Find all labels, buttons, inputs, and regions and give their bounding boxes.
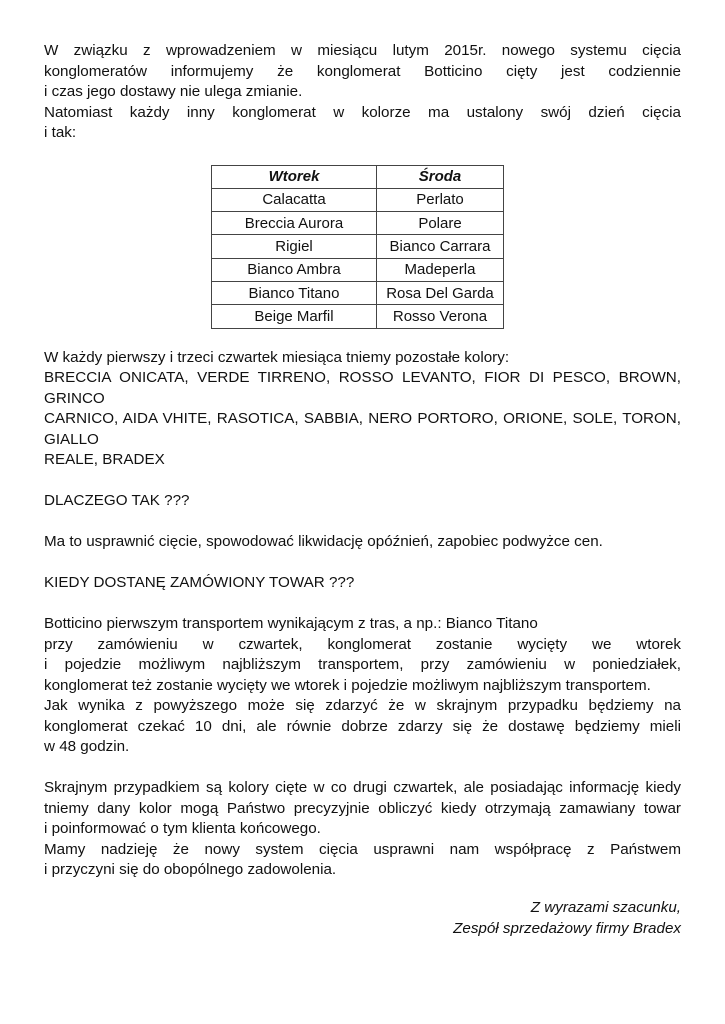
why-answer: Ma to usprawnić cięcie, spowodować likwidację opóźnień, zapobiec podwyżce cen. — [44, 533, 603, 551]
table-row — [212, 188, 504, 211]
table-cell: Madeperla — [377, 258, 504, 281]
table-header-row — [212, 165, 504, 188]
table-cell: Bianco Ambra — [212, 258, 377, 281]
table-row — [212, 258, 504, 281]
when-line: konglomerat też zostanie wycięty we wtorek i pojedzie możliwym najbliższym transportem. — [44, 676, 651, 694]
table-cell: Polare — [377, 212, 504, 235]
intro-line: W związku z wprowadzeniem w miesiącu lutym 2015r. nowego systemu cięcia — [44, 42, 681, 59]
table-cell: Calacatta — [212, 188, 377, 211]
intro-line: i czas jego dostawy nie ulega zmianie. — [44, 83, 303, 100]
closing-line: i poinformować o tym klienta końcowego. — [44, 820, 321, 838]
signature-line: Z wyrazami szacunku, — [530, 899, 681, 916]
thursday-line: W każdy pierwszy i trzeci czwartek miesiąca tniemy pozostałe kolory: — [44, 348, 510, 366]
letter-body — [44, 41, 681, 881]
table-row — [212, 281, 504, 304]
when-line: konglomerat czekać 10 dni, ale równie dobrze zdarzy się że dostawę będziemy mieli — [44, 717, 681, 735]
table-cell: Rosa Del Garda — [377, 281, 504, 304]
closing-line: tniemy dany kolor mogą Państwo precyzyjnie obliczyć kiedy otrzymają zamawiany towar — [44, 799, 681, 817]
cutting-schedule-table — [211, 165, 504, 329]
thursday-section — [44, 348, 681, 471]
signature-line: Zespół sprzedażowy firmy Bradex — [453, 919, 681, 937]
when-heading: KIEDY DOSTANĘ ZAMÓWIONY TOWAR ??? — [44, 574, 355, 592]
thursday-line: REALE, BRADEX — [44, 451, 165, 469]
table-row — [212, 305, 504, 328]
table-cell: Perlato — [377, 188, 504, 211]
thursday-line: BRECCIA ONICATA, VERDE TIRRENO, ROSSO LEVANTO, FIOR DI PESCO, BROWN, GRINCO — [44, 369, 681, 407]
closing-line: Mamy nadzieję że nowy system cięcia usprawni nam współpracę z Państwem — [44, 840, 681, 858]
closing-line: Skrajnym przypadkiem są kolory cięte w co drugi czwartek, ale posiadając informację kiedy — [44, 779, 681, 797]
why-heading: DLACZEGO TAK ??? — [44, 492, 190, 510]
table-cell: Bianco Carrara — [377, 235, 504, 258]
header-tuesday: Wtorek — [212, 165, 377, 188]
when-line: w 48 godzin. — [44, 738, 130, 756]
table-row — [212, 212, 504, 235]
header-wednesday: Środa — [377, 165, 504, 188]
when-line: i pojedzie możliwym najbliższym transportem, przy zamówieniu w poniedziałek, — [44, 656, 681, 674]
table-cell: Bianco Titano — [212, 281, 377, 304]
table-cell: Beige Marfil — [212, 305, 377, 328]
closing-line: i przyczyni się do obopólnego zadowolenia. — [44, 861, 337, 879]
intro-line: konglomeratów informujemy że konglomerat Botticino cięty jest codziennie — [44, 62, 681, 80]
table-cell: Rigiel — [212, 235, 377, 258]
thursday-line: CARNICO, AIDA VHITE, RASOTICA, SABBIA, NERO PORTORO, ORIONE, SOLE, TORON, GIALLO — [44, 410, 681, 448]
signature — [453, 898, 681, 939]
table-cell: Rosso Verona — [377, 305, 504, 328]
when-line: Botticino pierwszym transportem wynikającym z tras, a np.: Bianco Titano — [44, 615, 538, 633]
when-line: przy zamówieniu w czwartek, konglomerat zostanie wycięty we wtorek — [44, 635, 681, 653]
intro-line: i tak: — [44, 124, 77, 141]
intro-line: Natomiast każdy inny konglomerat w kolorze ma ustalony swój dzień cięcia — [44, 103, 681, 121]
table-cell: Breccia Aurora — [212, 212, 377, 235]
when-line: Jak wynika z powyższego może się zdarzyć że w skrajnym przypadku będziemy na — [44, 697, 681, 715]
table-row — [212, 235, 504, 258]
